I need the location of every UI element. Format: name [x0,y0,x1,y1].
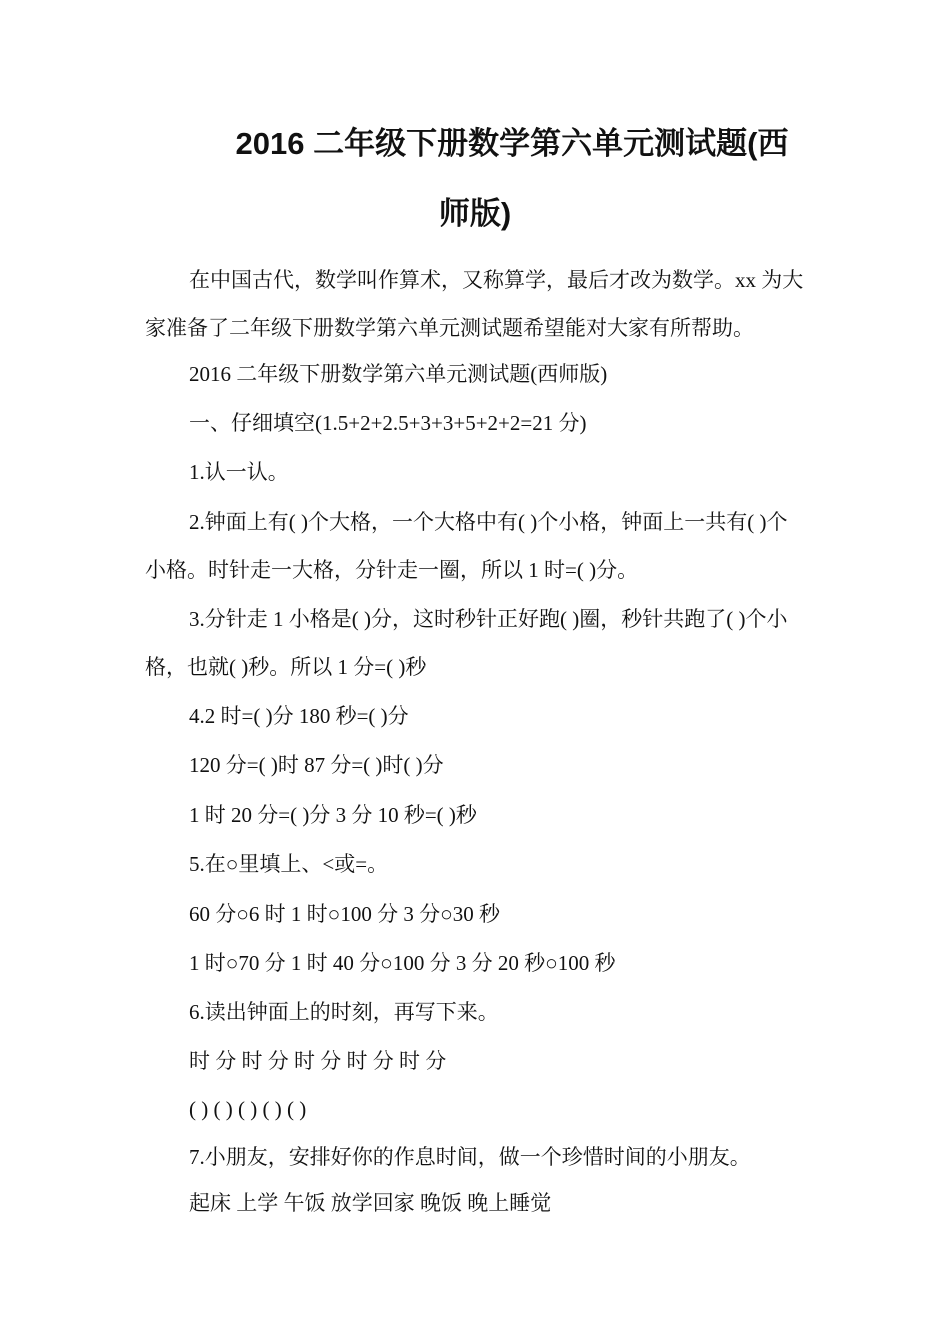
question-4-line-3: 1 时 20 分=( )分 3 分 10 秒=( )秒 [189,803,477,827]
question-4-line-1: 4.2 时=( )分 180 秒=( )分 [189,704,409,728]
document-title-line-2: 师版) [438,196,512,231]
question-7: 7.小朋友，安排好你的作息时间，做一个珍惜时间的小朋友。 [189,1145,751,1169]
question-5: 5.在○里填上、<或=。 [189,852,389,876]
question-5-line-1: 60 分○6 时 1 时○100 分 3 分○30 秒 [189,902,501,926]
question-6-time-labels: 时 分 时 分 时 分 时 分 时 分 [189,1049,447,1073]
question-1: 1.认一认。 [189,460,289,484]
question-4-line-2: 120 分=( )时 87 分=( )时( )分 [189,753,444,777]
question-3-line-2: 格，也就( )秒。所以 1 分=( )秒 [145,655,427,679]
question-6: 6.读出钟面上的时刻，再写下来。 [189,1000,499,1024]
question-2-line-2: 小格。时针走一大格，分针走一圈，所以 1 时=( )分。 [145,558,639,582]
question-5-line-2: 1 时○70 分 1 时 40 分○100 分 3 分 20 秒○100 秒 [189,951,616,975]
question-6-answer-blanks: ( ) ( ) ( ) ( ) ( ) [189,1097,307,1121]
document-title-line-1: 2016 二年级下册数学第六单元测试题(西 [235,126,789,161]
intro-paragraph-line-1: 在中国古代，数学叫作算术，又称算学，最后才改为数学。xx 为大 [189,268,804,292]
intro-paragraph-line-2: 家准备了二年级下册数学第六单元测试题希望能对大家有所帮助。 [145,316,754,340]
question-7-schedule-labels: 起床 上学 午饭 放学回家 晚饭 晚上睡觉 [189,1191,552,1215]
question-3-line-1: 3.分针走 1 小格是( )分，这时秒针正好跑( )圈，秒针共跑了( )个小 [189,607,788,631]
section-heading: 一、仔细填空(1.5+2+2.5+3+3+5+2+2=21 分) [189,411,587,435]
subtitle-line: 2016 二年级下册数学第六单元测试题(西师版) [189,362,608,386]
question-2-line-1: 2.钟面上有( )个大格，一个大格中有( )个小格，钟面上一共有( )个 [189,510,788,534]
